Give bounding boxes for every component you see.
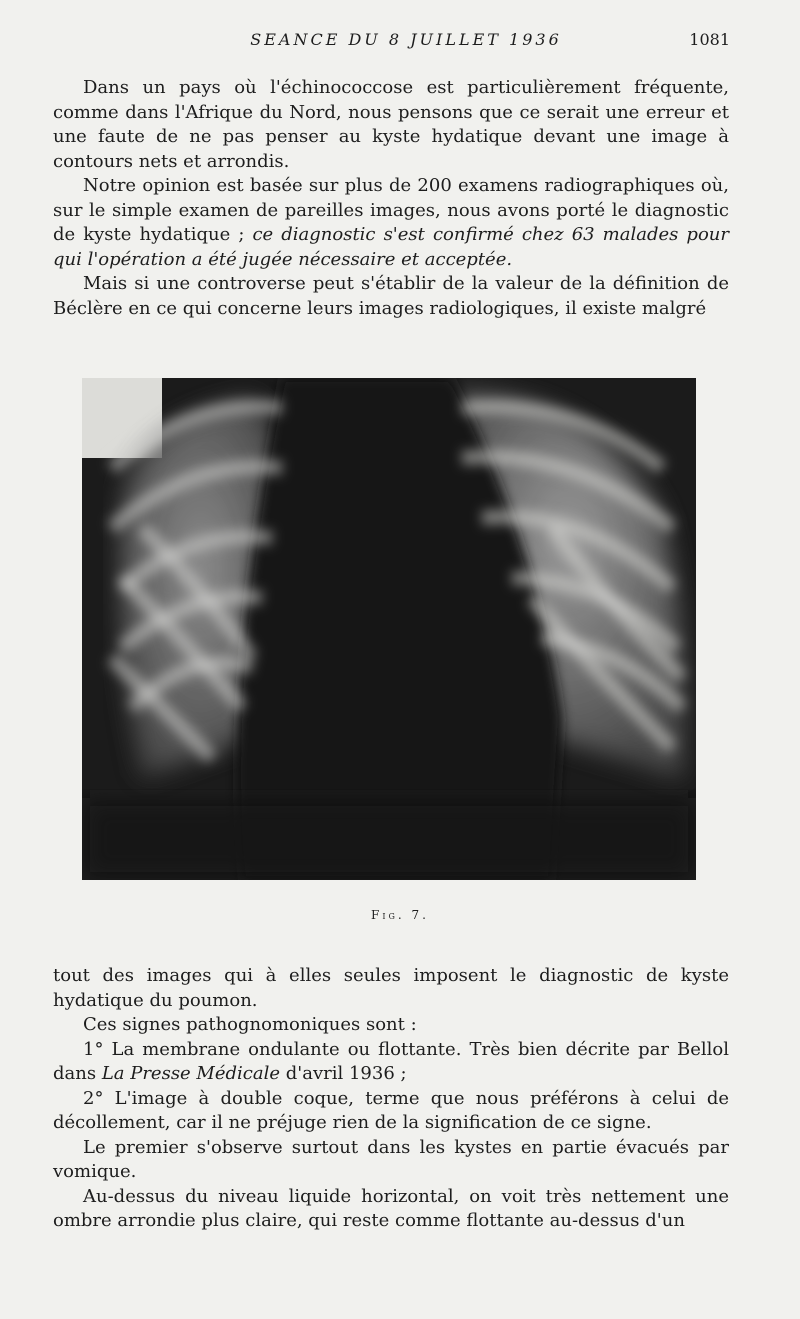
- paragraph-text: Mais si une controverse peut s'établir de la valeur de la définition de Béclère en ce qui concerne leurs images radiologiques, il existe malgré: [53, 273, 729, 319]
- paragraph: [53, 1013, 729, 1038]
- italic-text: La Presse Médicale: [101, 1063, 281, 1084]
- paragraph-text: Le premier s'observe surtout dans les kystes en partie évacués par vomique.: [53, 1136, 729, 1182]
- paragraph-text: Notre opinion est basée sur plus de 200 examens radiographiques où, sur le simple examen de pareilles images, nous avons porté le diagnostic de kyste hydatique ;: [53, 175, 729, 245]
- paragraph-text: 2° L'image à double coque, terme que nous préférons à celui de décollement, car il ne préjuge rien de la signification de ce signe.: [53, 1087, 729, 1133]
- paragraph: [53, 174, 729, 272]
- paragraph-text: Ces signes pathognomoniques sont :: [83, 1014, 417, 1035]
- running-head: SEANCE DU 8 JUILLET 1936: [250, 30, 562, 49]
- paragraph-text: d'avril 1936 ;: [280, 1063, 407, 1084]
- paragraph: [53, 1038, 729, 1087]
- paragraph: [53, 1136, 729, 1185]
- paragraph: [53, 964, 729, 1013]
- paragraph-text: tout des images qui à elles seules imposent le diagnostic de kyste hydatique du poumon.: [53, 965, 729, 1011]
- page-number: 1081: [689, 30, 730, 49]
- paragraph: [53, 76, 729, 174]
- paragraph: [53, 272, 729, 321]
- text-block-top: [53, 76, 729, 321]
- italic-text: ce diagnostic s'est confirmé chez 63 malades pour qui l'opération a été jugée nécessaire et acceptée.: [53, 224, 729, 270]
- text-block-bottom: [53, 964, 729, 1234]
- paragraph-text: 1° La membrane ondulante ou flottante. Très bien décrite par Bellol dans: [53, 1038, 729, 1084]
- paragraph: [53, 1185, 729, 1234]
- paragraph: [53, 1087, 729, 1136]
- chest-radiograph-figure: [82, 378, 696, 880]
- paragraph-text: Dans un pays où l'échinococcose est particulièrement fréquente, comme dans l'Afrique du Nord, nous pensons que ce serait une erreur et une faute de ne pas penser au kyste hydatique devant une image à contours nets et arrondis.: [53, 77, 729, 172]
- paragraph-text: Au-dessus du niveau liquide horizontal, on voit très nettement une ombre arrondie plus claire, qui reste comme flottante au-dessus d'un: [53, 1185, 729, 1231]
- radiograph-image: [82, 378, 696, 880]
- page-header: [82, 30, 730, 54]
- figure-caption: Fig. 7.: [371, 908, 429, 922]
